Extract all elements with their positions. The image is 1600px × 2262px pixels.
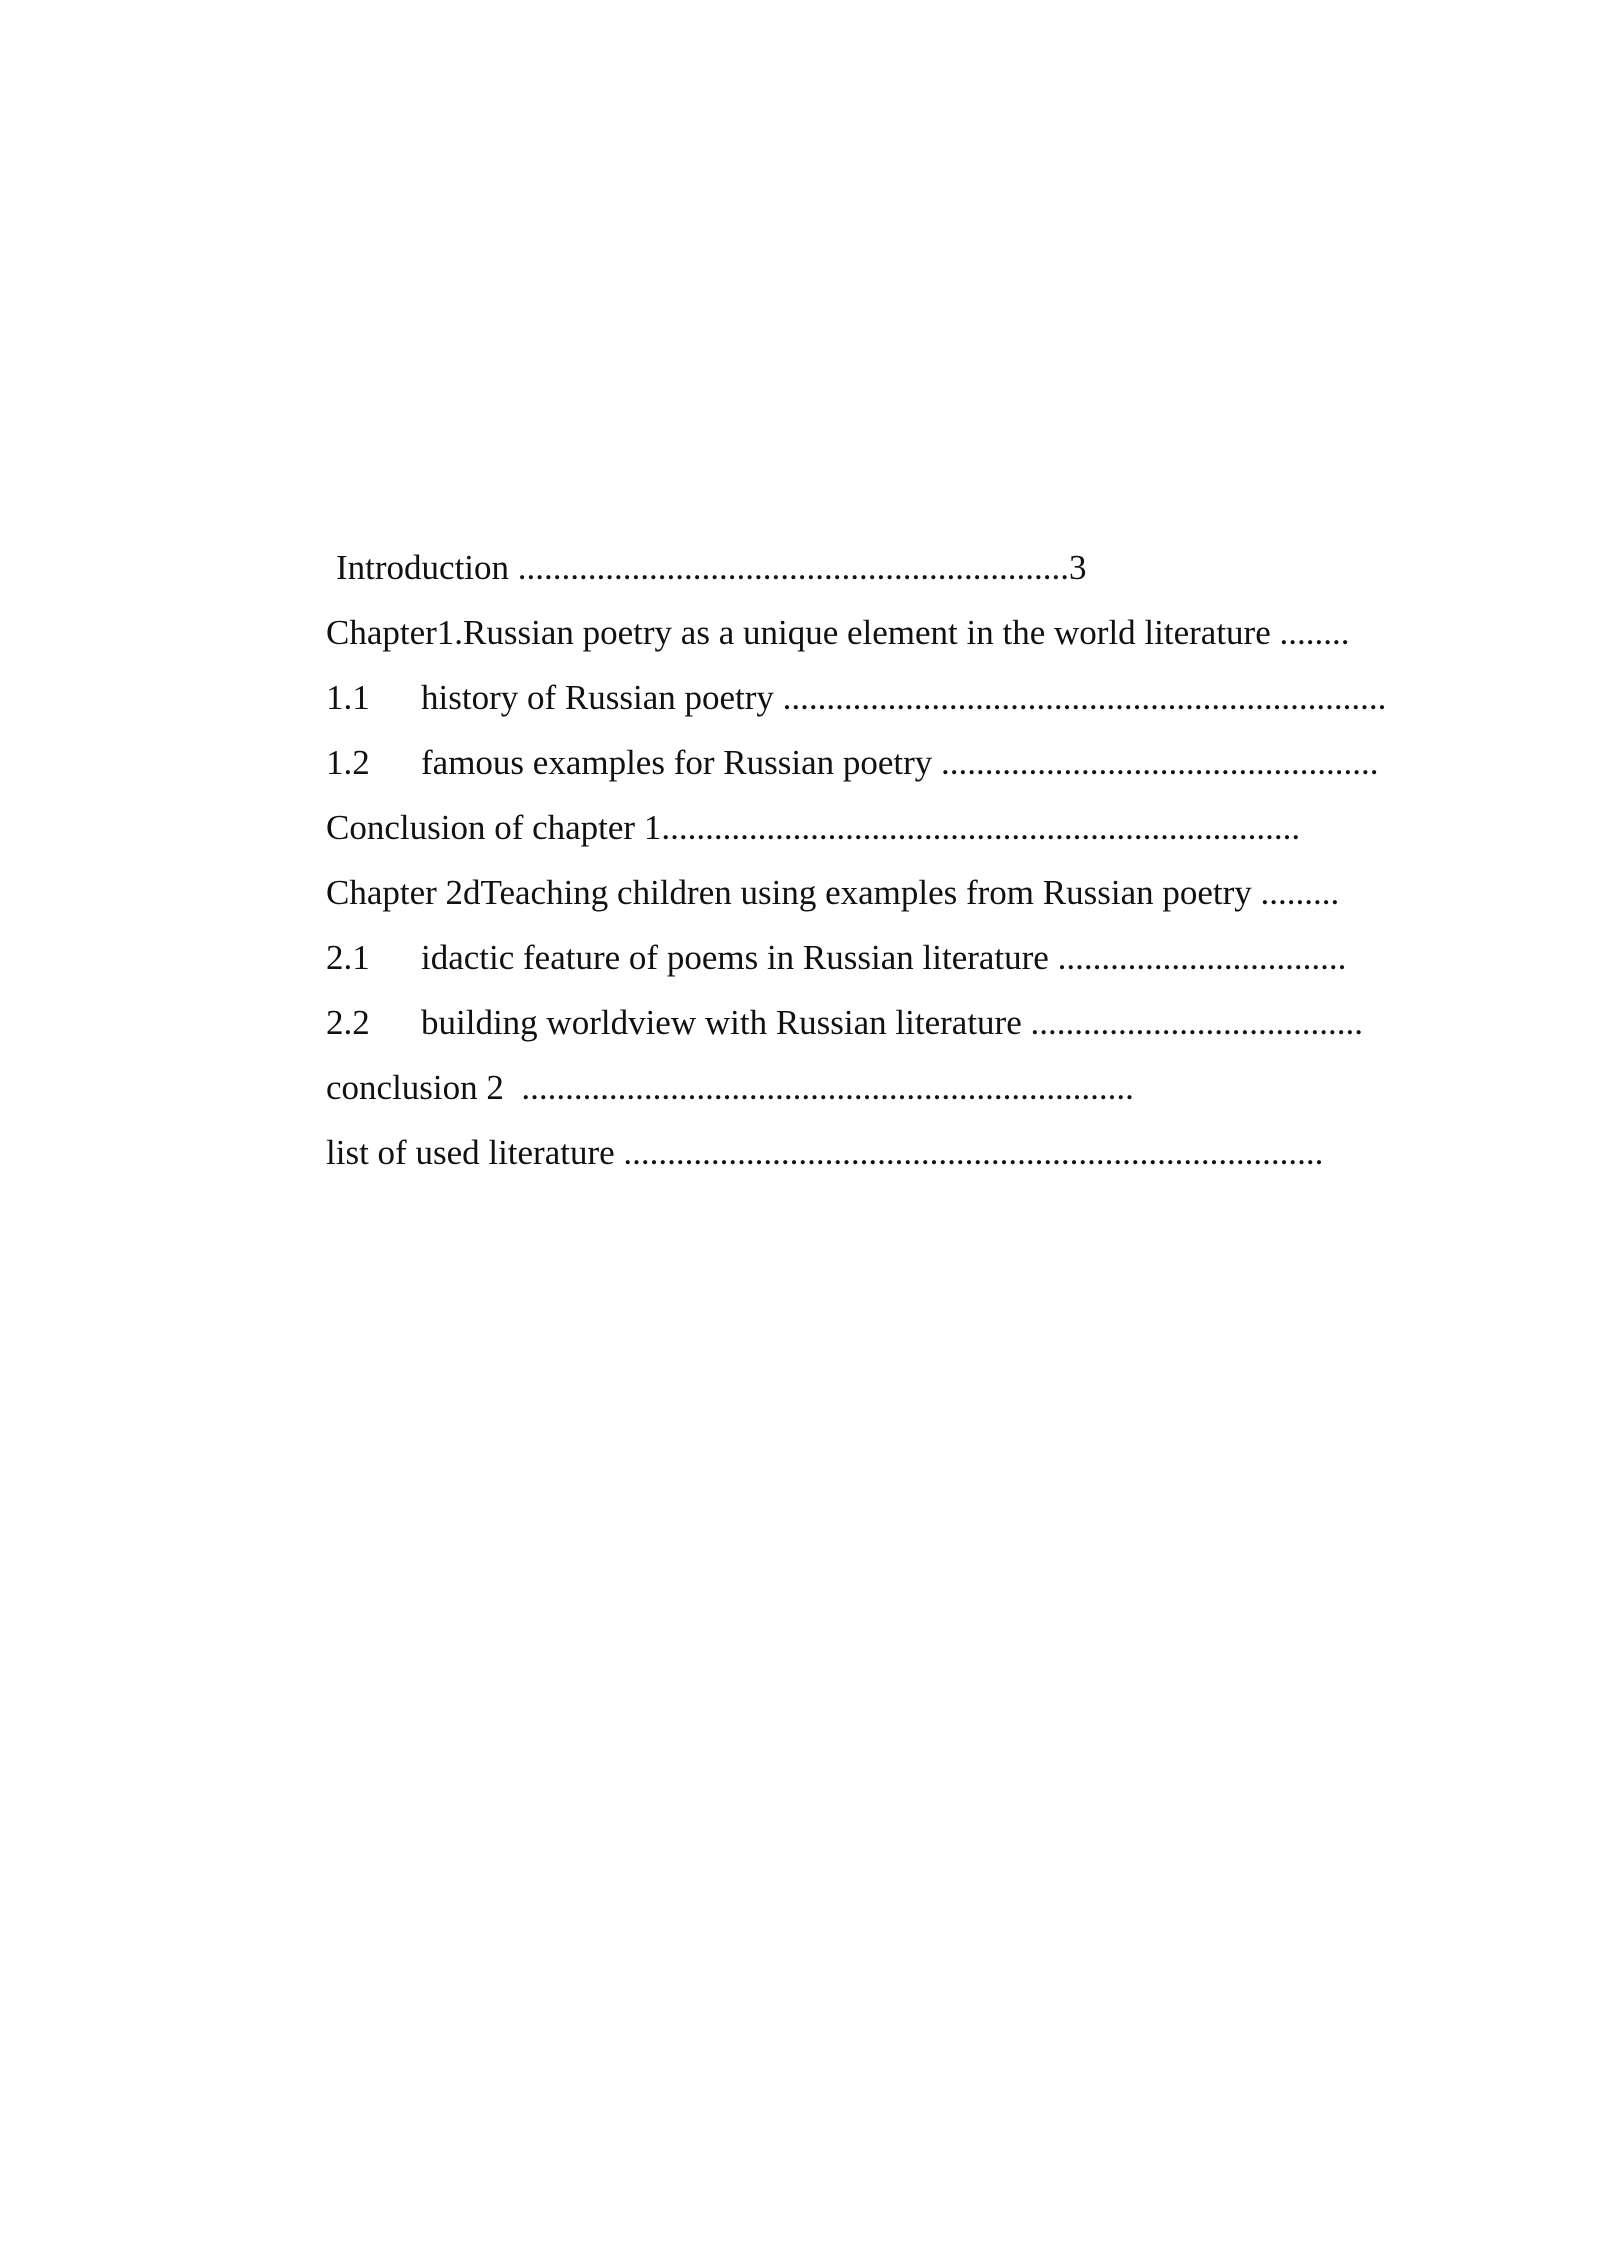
section-title: idactic feature of poems in Russian literature ................................. xyxy=(421,938,1347,977)
toc-section-1-2 xyxy=(326,730,1526,795)
section-title: building worldview with Russian literature ...................................... xyxy=(421,1003,1363,1042)
toc-section-1-1 xyxy=(326,665,1526,730)
section-number: 2.1 xyxy=(326,938,370,977)
toc-chapter-1: Chapter1.Russian poetry as a unique element in the world literature ........ xyxy=(326,613,1350,652)
table-of-contents xyxy=(326,535,1526,1185)
toc-section-2-2 xyxy=(326,990,1526,1055)
toc-section-2-1 xyxy=(326,925,1526,990)
section-title: history of Russian poetry ..................................................................... xyxy=(421,678,1387,717)
toc-conclusion-2: conclusion 2 ...................................................................... xyxy=(326,1068,1134,1107)
toc-literature-list: list of used literature ................................................................................ xyxy=(326,1133,1324,1172)
section-number: 1.1 xyxy=(326,678,370,717)
section-number: 2.2 xyxy=(326,1003,370,1042)
toc-conclusion-1: Conclusion of chapter 1......................................................................... xyxy=(326,808,1301,847)
section-title: famous examples for Russian poetry .................................................. xyxy=(421,743,1379,782)
toc-introduction: Introduction ...............................................................3 xyxy=(336,548,1087,587)
section-number: 1.2 xyxy=(326,743,370,782)
toc-chapter-2: Chapter 2dTeaching children using examples from Russian poetry ......... xyxy=(326,873,1340,912)
